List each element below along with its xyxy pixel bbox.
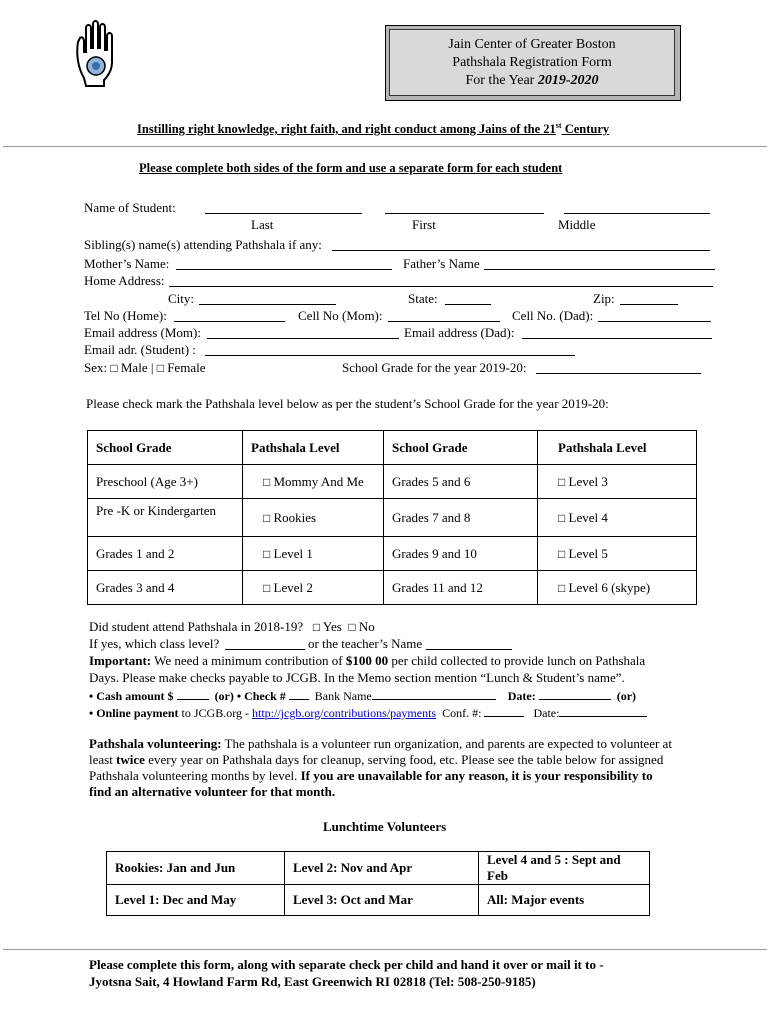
volunteering-line2: least twice every year on Pathshala days for cleanup, serving food, etc. Please see the table below for assigned: [89, 752, 664, 767]
mother-label: Mother’s Name:: [84, 256, 170, 271]
cash-amount-field[interactable]: [177, 687, 209, 700]
middle-name-field[interactable]: [564, 201, 710, 214]
conf-field[interactable]: [484, 704, 524, 717]
tel-field[interactable]: [174, 309, 285, 322]
email-dad-label: Email address (Dad):: [404, 325, 515, 340]
payment-cash-row: • Cash amount $ (or) • Check # Bank Name Date: (or): [89, 689, 637, 703]
lunch-title: Lunchtime Volunteers: [323, 819, 447, 834]
divider-top: [3, 146, 767, 147]
class-level-field[interactable]: [225, 637, 305, 650]
attendance-question-row: [89, 619, 375, 635]
name-label: Name of Student:: [84, 200, 176, 215]
siblings-label: Sibling(s) name(s) attending Pathshala if any:: [84, 237, 322, 252]
volunteering-line4: find an alternative volunteer for that month.: [89, 784, 336, 799]
email-dad-field[interactable]: [522, 326, 712, 339]
last-name-field[interactable]: [205, 201, 362, 214]
state-field[interactable]: [445, 292, 491, 305]
table-row: [88, 499, 697, 537]
table-row: [107, 852, 650, 885]
form-title: Pathshala Registration Form: [452, 55, 612, 70]
father-label: Father’s Name: [403, 256, 480, 271]
grade-cell: Grades 11 and 12: [384, 571, 538, 605]
grade-cell: Grades 9 and 10: [384, 537, 538, 571]
city-label: City:: [168, 291, 195, 306]
sex-row: [84, 360, 205, 376]
grade-cell: Pre -K or Kindergarten: [88, 499, 243, 537]
grade-cell: Grades 1 and 2: [88, 537, 243, 571]
online-date-field[interactable]: [559, 704, 647, 717]
no-label: No: [358, 619, 375, 634]
th-school-grade-2: School Grade: [384, 431, 538, 465]
volunteering-line3: Pathshala volunteering months by level. If you are unavailable for any reason, it is your responsibility to: [89, 768, 653, 783]
tel-label: Tel No (Home):: [84, 308, 167, 323]
first-label: First: [412, 217, 436, 232]
school-grade-field[interactable]: [536, 361, 701, 374]
footer-line2: Jyotsna Sait, 4 Howland Farm Rd, East Greenwich RI 02818 (Tel: 508-250-9185): [89, 974, 536, 989]
form-year: For the Year 2019-2020: [465, 73, 599, 88]
level-option[interactable]: □ Level 4: [538, 499, 697, 537]
address-field[interactable]: [169, 274, 713, 287]
lunch-cell: Rookies: Jan and Jun: [107, 852, 285, 885]
level-option[interactable]: □ Mommy And Me: [243, 465, 384, 499]
grade-cell: Grades 5 and 6: [384, 465, 538, 499]
payment-link[interactable]: http://jcgb.org/contributions/payments: [252, 706, 437, 720]
level-option[interactable]: □ Rookies: [243, 499, 384, 537]
zip-label: Zip:: [593, 291, 615, 306]
email-student-field[interactable]: [205, 343, 575, 356]
table-row: [88, 537, 697, 571]
father-field[interactable]: [484, 257, 715, 270]
cell-mom-label: Cell No (Mom):: [298, 308, 383, 323]
instruction: Please complete both sides of the form and use a separate form for each student: [139, 161, 563, 175]
first-name-field[interactable]: [385, 201, 544, 214]
motto: Instilling right knowledge, right faith, and right conduct among Jains of the 21st Century: [137, 121, 610, 137]
class-level-label: If yes, which class level?: [89, 636, 220, 651]
last-label: Last: [251, 217, 274, 232]
grade-cell: Grades 7 and 8: [384, 499, 538, 537]
male-label: Male |: [120, 360, 154, 375]
yes-label: Yes: [322, 619, 342, 634]
cell-dad-label: Cell No. (Dad):: [512, 308, 594, 323]
female-label: Female: [167, 360, 206, 375]
siblings-field[interactable]: [332, 238, 710, 251]
male-checkbox[interactable]: □: [110, 361, 118, 375]
city-field[interactable]: [199, 292, 336, 305]
email-mom-field[interactable]: [207, 326, 399, 339]
grade-cell: Preschool (Age 3+): [88, 465, 243, 499]
footer-line1: Please complete this form, along with separate check per child and hand it over or mail it to -: [89, 957, 604, 972]
level-option[interactable]: □ Level 1: [243, 537, 384, 571]
no-checkbox[interactable]: □: [348, 620, 356, 634]
cell-dad-field[interactable]: [598, 309, 711, 322]
grade-level-table: [87, 430, 697, 605]
grade-cell: Grades 3 and 4: [88, 571, 243, 605]
attendance-question: Did student attend Pathshala in 2018-19?: [89, 619, 304, 634]
email-student-label: Email adr. (Student) :: [84, 342, 196, 357]
divider-bottom: [3, 949, 767, 950]
table-row: [88, 571, 697, 605]
table-row: [88, 465, 697, 499]
cell-mom-field[interactable]: [388, 309, 500, 322]
state-label: State:: [408, 291, 438, 306]
level-option[interactable]: □ Level 5: [538, 537, 697, 571]
lunch-cell: Level 4 and 5 : Sept and Feb: [479, 852, 650, 885]
yes-checkbox[interactable]: □: [312, 620, 321, 634]
bank-name-field[interactable]: [372, 687, 496, 700]
org-name: Jain Center of Greater Boston: [448, 37, 616, 52]
header-box: [389, 29, 675, 96]
teacher-field[interactable]: [426, 637, 512, 650]
th-pathshala-level-2: Pathshala Level: [538, 431, 697, 465]
jain-hand-logo: [70, 18, 122, 90]
school-grade-label: School Grade for the year 2019-20:: [342, 360, 527, 375]
th-pathshala-level-1: Pathshala Level: [243, 431, 384, 465]
sex-label: Sex:: [84, 360, 108, 375]
lunch-cell: Level 2: Nov and Apr: [285, 852, 479, 885]
th-school-grade-1: School Grade: [88, 431, 243, 465]
lunch-cell: Level 3: Oct and Mar: [285, 885, 479, 916]
mother-field[interactable]: [176, 257, 392, 270]
payment-online-row: • Online payment to JCGB.org - http://jcgb.org/contributions/payments Conf. #: Date:: [89, 704, 647, 721]
lunch-volunteer-table: [106, 851, 650, 916]
female-checkbox[interactable]: □: [156, 361, 164, 375]
volunteering-line1: Pathshala volunteering: The pathshala is a volunteer run organization, and parents are expected to volunteer at: [89, 736, 672, 751]
teacher-label: or the teacher’s Name: [308, 636, 423, 651]
level-option[interactable]: □ Level 6 (skype): [538, 571, 697, 605]
check-number-field[interactable]: [289, 687, 309, 700]
middle-label: Middle: [558, 217, 596, 232]
level-option[interactable]: □ Level 3: [538, 465, 697, 499]
address-label: Home Address:: [84, 273, 165, 288]
important-line1: Important: We need a minimum contribution of $100 00 per child collected to provide lunch on Pathshala: [89, 653, 646, 668]
lunch-cell: Level 1: Dec and May: [107, 885, 285, 916]
email-mom-label: Email address (Mom):: [84, 325, 201, 340]
table-row: [107, 885, 650, 916]
important-line2: Days. Please make checks payable to JCGB. In the Memo section mention “Lunch & Student’s name”.: [89, 670, 625, 685]
level-instruction: Please check mark the Pathshala level below as per the student’s School Grade for the year 2019-20:: [86, 396, 609, 411]
zip-field[interactable]: [620, 292, 678, 305]
lunch-cell: All: Major events: [479, 885, 650, 916]
cash-date-field[interactable]: [539, 687, 611, 700]
level-option[interactable]: □ Level 2: [243, 571, 384, 605]
